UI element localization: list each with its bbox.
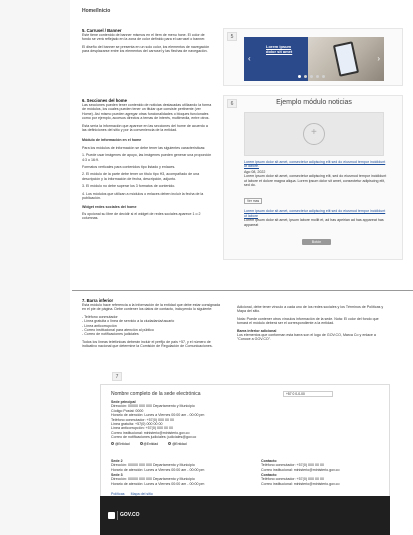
plus-circle-icon — [303, 123, 325, 145]
contact-line: Teléfono conmutador: +57(0) 000 00 00 — [261, 463, 325, 468]
contact-block — [261, 459, 386, 472]
paragraph: Este tiene contenido de banner mismos en el item de menu hone. El color de fondo se verá reflejado en la zona de color definido para el carrusel o banner. — [82, 33, 206, 42]
carousel-dot[interactable] — [310, 75, 313, 78]
office-line: Dirección: 00000 000 000 Departamento y Municipio — [111, 404, 195, 409]
office-line: Correo institucional: ministerio@ministerio.gov.co — [111, 430, 190, 435]
news-list — [244, 160, 389, 248]
panel-number: 7 — [112, 372, 122, 381]
list-item: 4. Los módulos que utilizan a módulos o enlaces deben incluir la fecha de la publicación. — [82, 191, 204, 201]
paragraph: Los elementos que conforman esta barra son el logo de GOV.CO, Marca Co y enlace a "Conoce a GOV.CO". — [237, 333, 376, 342]
section-heading: 5. Carrusel / Banner — [82, 28, 122, 33]
social-label: @Entidad — [115, 441, 130, 446]
circle-icon — [111, 442, 114, 445]
panel-number: 6 — [227, 99, 237, 108]
carousel-next-icon[interactable]: › — [377, 54, 380, 63]
list-item: Formatos verticales para contenidos tipo listado y enlaces. — [82, 165, 176, 170]
news-text: Lorem ipsum dolor sit amet, consectetur adipiscing elit, sed do eiusmod tempor incididunt ut labore et dolore magna aliqua. Lorem ipsum dolor sit amet, consectetur adipiscing elit, sed do. — [244, 174, 387, 188]
news-button[interactable]: Botón — [302, 239, 331, 245]
office-line: Horario de atención: Lunes a Viernes 00:00 am - 00:00 pm — [111, 481, 205, 486]
banner-link[interactable]: Lorem ipsum dolor sit amet — [266, 44, 293, 54]
section-divider — [72, 290, 413, 291]
footer-example — [100, 384, 390, 498]
office-line: Sede 3 — [111, 473, 123, 477]
office-line: Horario de atención: Lunes a Viernes 00:00 am - 00:00 pm — [111, 413, 205, 418]
paragraph: Nota: Puede contener otros vínculos información de la sede. Nota: El color del fondo que tomará el módulo deberá ser el correspondiente a la entidad. — [237, 316, 379, 326]
social-label: @Entidad — [143, 441, 159, 446]
paragraph: El diseño del banner se presenta en un solo color, los elementos de navegación para desplazarse entre los elementos del carrusel y las flechas de navegación. — [82, 44, 210, 54]
office-line: Dirección: 00000 000 000 Departamento y Municipio — [111, 477, 195, 482]
office-line: Sede 2 — [111, 459, 123, 463]
social-link[interactable] — [168, 442, 187, 446]
subheading: Barra inferior adicional — [237, 328, 277, 333]
office-line: Horario de atención: Lunes a Viernes 00:00 am - 00:00 pm — [111, 467, 205, 472]
subheading: Módulo de información en el home — [82, 138, 142, 143]
carousel-dot[interactable] — [322, 75, 325, 78]
govco-brand[interactable]: GOV.CO — [120, 512, 140, 518]
section-footer-description — [82, 298, 222, 352]
paragraph: Esta sería la información que aparece en las secciones del home de acuerdo a las definiciones del sitio y por la conveniencia de la entidad. — [82, 123, 208, 133]
circle-icon — [168, 442, 171, 445]
contact-line: Teléfono conmutador: +57(0) 000 00 00 — [261, 477, 325, 482]
carousel-dot[interactable] — [298, 75, 301, 78]
news-example-panel — [223, 95, 403, 260]
section-heading: 7. Barra inferior — [82, 298, 114, 303]
news-image-placeholder — [244, 112, 384, 156]
carousel-dot[interactable] — [304, 75, 307, 78]
list-item: 1. Puede usar imágenes de apoyo, las imágenes pueden generar una proporción 4:3 o 16:9. — [82, 153, 212, 162]
office-block — [111, 459, 251, 472]
office-line: Dirección: 00000 000 000 Departamento y Municipio — [111, 463, 195, 468]
list-item: 3. El módulo no debe superar los 3 formatos de contenido. — [82, 184, 176, 189]
bullet-item: - Correo de notificaciones judiciales — [82, 332, 139, 337]
news-module-title: Ejemplo módulo noticias — [276, 99, 352, 106]
section-heading: 6. Secciones del home — [82, 98, 127, 103]
paragraph: Para los módulos de información se debe tener las siguientes características: — [82, 145, 206, 150]
paragraph: Adicional, debe tener vínculo a cada uno de los redes sociales y los Términos de Políticas y Mapa del sitio. — [237, 305, 384, 314]
contact-line: Correo institucional: ministerio@ministerio.gov.co — [261, 467, 340, 472]
office-line: Sede principal — [111, 400, 136, 404]
main-office-block — [111, 400, 281, 446]
contact-block — [261, 473, 386, 486]
bullet-item: - Línea anticorrupción — [82, 323, 117, 328]
footer-title: Nombre completo de la sede electrónica — [111, 391, 201, 397]
footer-phone-tag: +57 0 0-0-00 — [283, 391, 333, 397]
social-links — [111, 442, 281, 446]
section-home-sections — [82, 98, 212, 224]
social-link[interactable] — [140, 442, 159, 446]
contact-line: Contacto — [261, 473, 277, 477]
bullet-item: - Teléfono conmutador — [82, 314, 118, 319]
social-label: @Entidad — [172, 441, 187, 446]
section-footer-notes — [237, 305, 387, 345]
circle-icon — [140, 442, 143, 445]
gov-bar — [100, 496, 390, 535]
carousel-banner[interactable] — [244, 37, 384, 81]
sitemap-link[interactable]: Mapa del sitio — [130, 492, 153, 496]
news-tag[interactable]: Ver mas — [244, 198, 262, 204]
subheading: Widget redes sociales del home — [82, 204, 137, 209]
office-line: Código Postal: 0000 — [111, 408, 144, 413]
policies-link[interactable]: Políticas — [111, 492, 125, 496]
section-banner-description — [82, 28, 212, 57]
paragraph: Es opcional su libre de decidir si el widget de redes sociales aparece 1 o 2 columnas. — [82, 211, 201, 221]
office-block — [111, 473, 251, 486]
paragraph: Las secciones pueden tener contenido de noticias destacadas utilizando la forma de módulos, los cuales pueden tener un titular que consiste pertinente (ver Home). Así mismo pueden agregar otras funcionalidades o bloques funcionales como por ejemplo, accesos directos a temas de interés, multimedia, entre otros. — [82, 103, 212, 121]
carousel-prev-icon[interactable]: ‹ — [248, 54, 251, 63]
news-item-link[interactable]: Lorem ipsum dolor sit amet, consectetur adipiscing elit sed do eiusmod tempor incididunt ut labore — [244, 209, 386, 218]
office-line: Teléfono conmutador: +57(0) 000 00 00 — [111, 417, 175, 422]
news-date: Ago 08, 2022 — [244, 169, 266, 174]
divider — [117, 511, 118, 520]
paragraph: Esta módulo hace referencia a la información de la entidad que debe estar consignada en el pie de página. Debe contener los datos de contacto, incluyendo lo siguiente: — [82, 303, 221, 312]
paragraph: Todos los líneas telefónicas deberán incluir el prefijo de país +57, y el número de indicativo nacional que determine la Comisión de Regulación de Comunicaciones. — [82, 339, 213, 349]
office-line: Línea gratuita: +57(0) 000 00 00 — [111, 422, 163, 427]
carousel-dots[interactable] — [298, 75, 325, 78]
left-margin — [0, 0, 70, 535]
social-link[interactable] — [111, 442, 130, 446]
news-item-link[interactable]: Lorem ipsum dolor sit amet, consectetur adipiscing elit sed do eiusmod tempor incididunt ut labore. — [244, 160, 386, 169]
panel-number: 5 — [227, 32, 237, 41]
bullet-item: - Correo institucional para atención al público — [82, 328, 154, 333]
breadcrumb[interactable]: Home/Inicio — [82, 8, 111, 14]
bullet-item: - Línea gratuita o línea de servicio a la ciudadanía/usuario — [82, 319, 175, 324]
news-text: Lorem ipsum dolor sit amet, ipsum labore mollit et, ad has apeirian ad has appareat has appareat — [244, 218, 384, 227]
list-item: 2. El módulo de la parte debe tener un título tipo H3, acompañado de una descripción y la información de fecha, descripción, adjunto. — [82, 172, 200, 181]
banner-example-panel — [223, 28, 403, 86]
contact-line: Correo institucional: ministerio@ministerio.gov.co — [261, 481, 340, 486]
office-line: Línea anticorrupción: +57(0) 000 00 00 — [111, 426, 174, 431]
contact-line: Contacto — [261, 459, 277, 463]
carousel-dot[interactable] — [316, 75, 319, 78]
co-logo-icon[interactable] — [108, 512, 115, 519]
office-line: Correo de notificaciones judiciales: judiciales@gov.co — [111, 435, 197, 440]
